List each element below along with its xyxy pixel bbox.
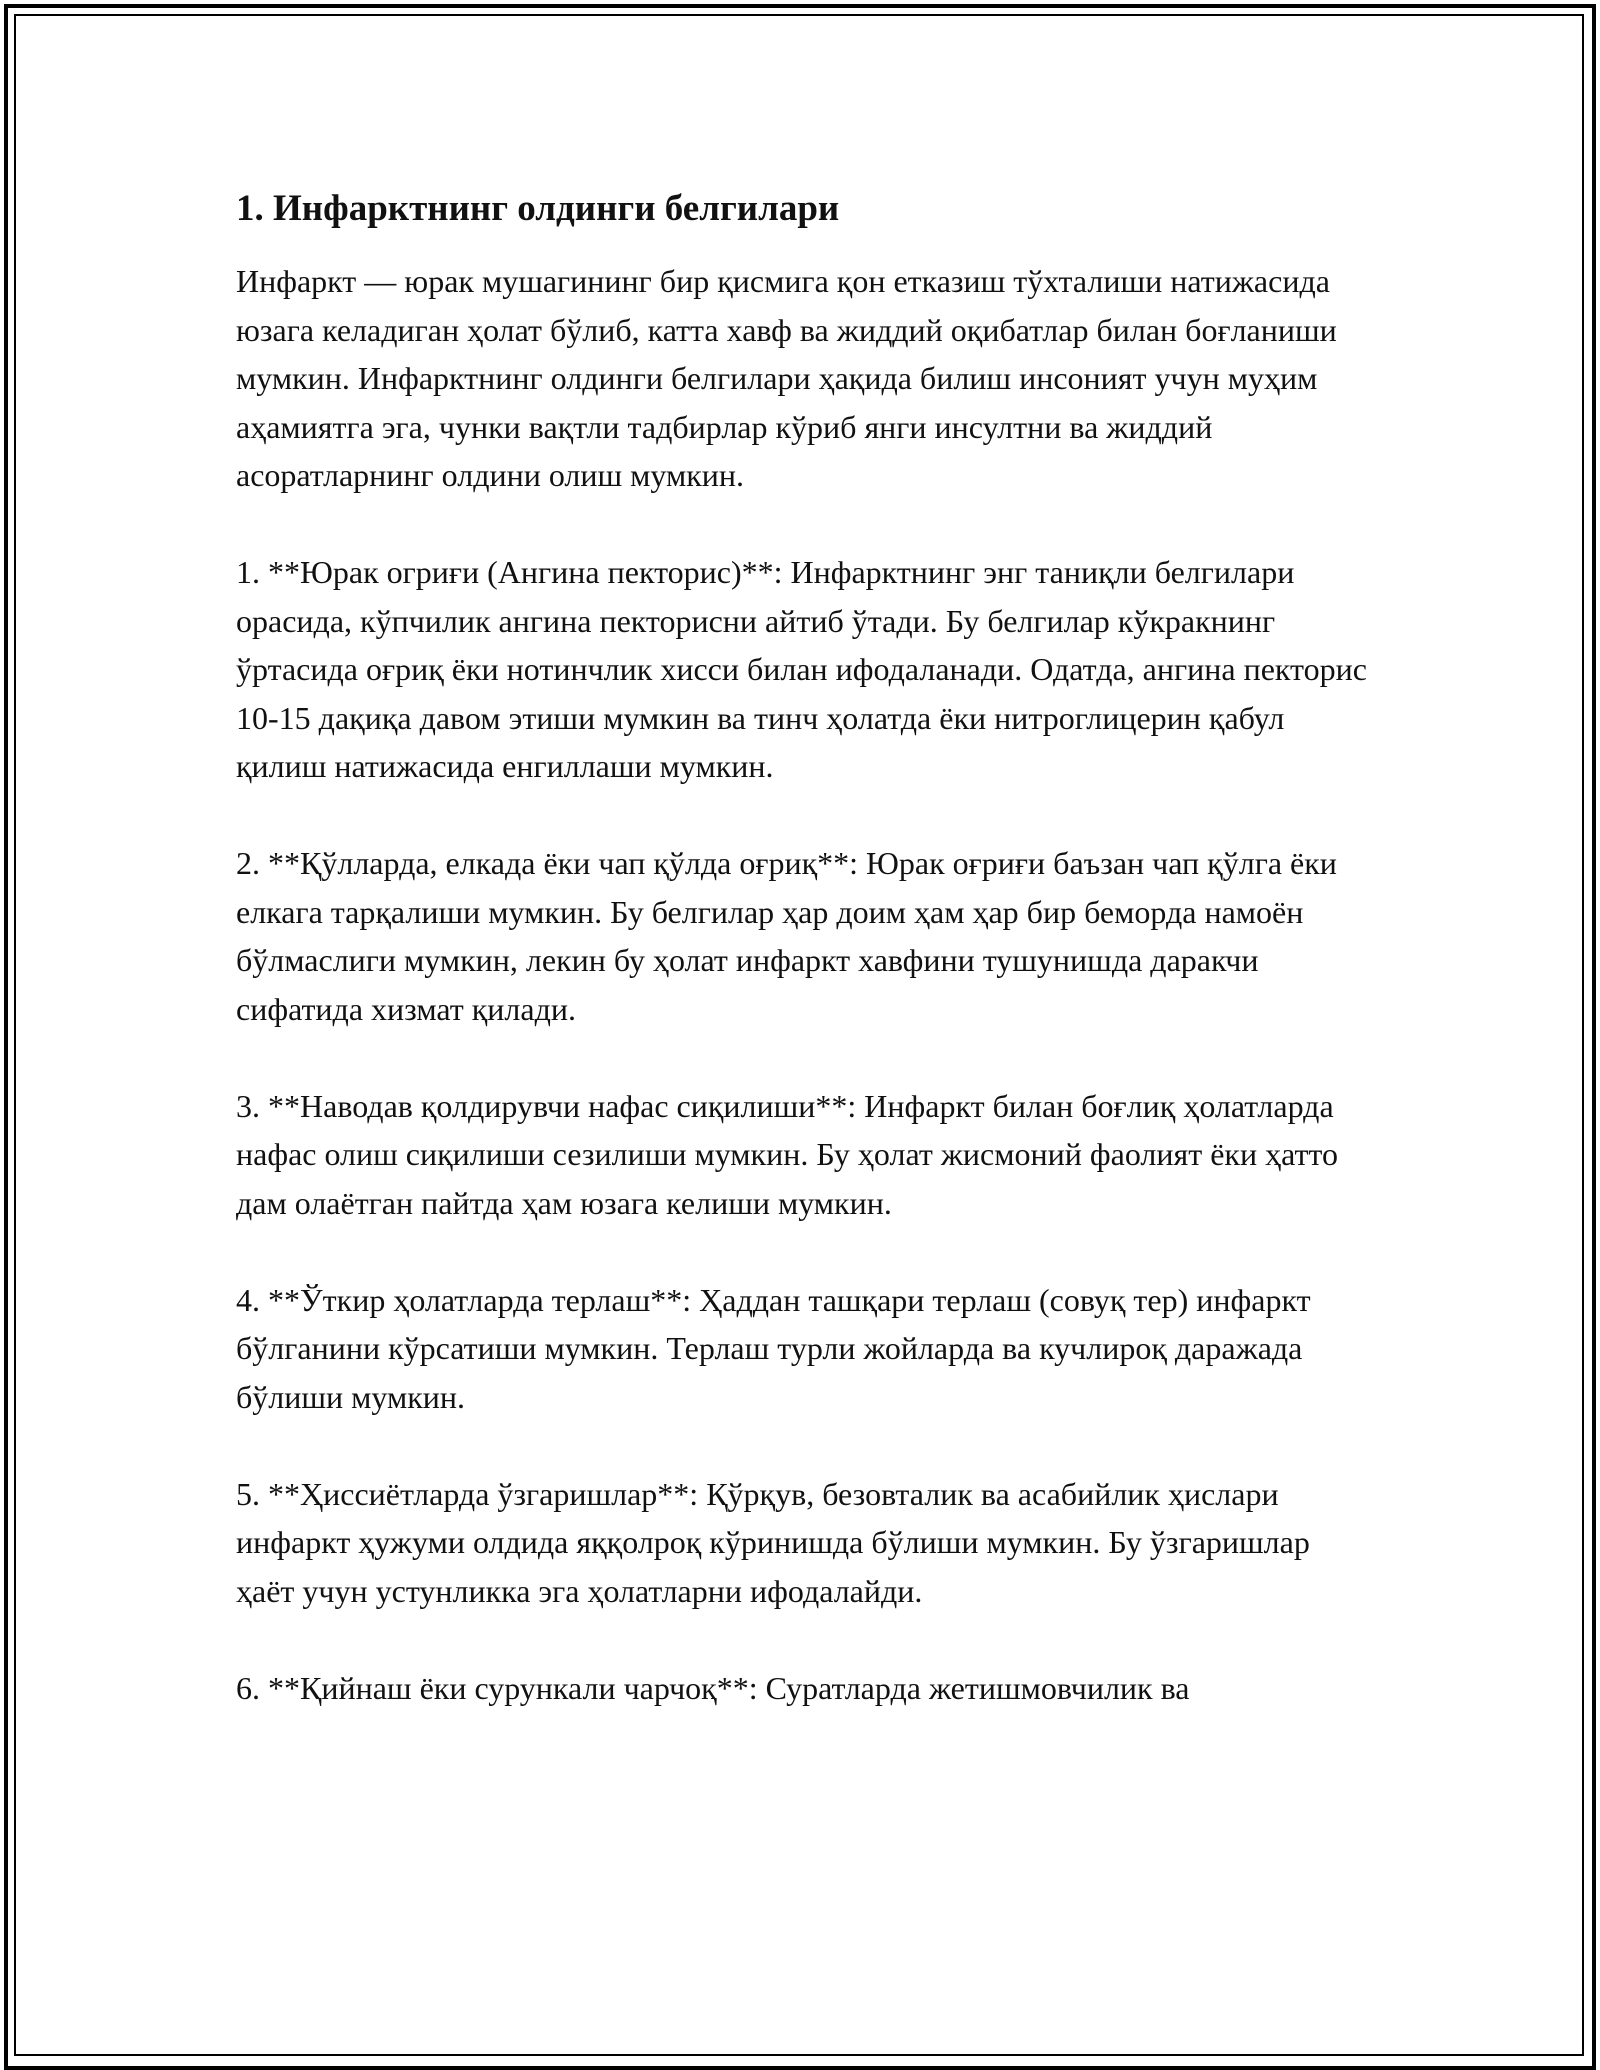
document-body xyxy=(236,185,1376,1761)
document-title: 1. Инфарктнинг олдинги белгилари xyxy=(236,188,840,229)
list-item-5: 5. **Ҳиссиётларда ўзгаришлар**: Қўрқув, безовталик ва асабийлик ҳислари инфаркт ҳужуми олдида яққолроқ кўринишда бўлиши мумкин. Бу ўзгаришлар ҳаёт учун устунликка эга ҳолатларни ифодалайди. xyxy=(236,1475,1310,1609)
list-item-1: 1. **Юрак огриғи (Ангина пекторис)**: Инфарктнинг энг таниқли белгилари орасида, кўпчилик ангина пекторисни айтиб ўтади. Бу белгилар кўкракнинг ўртасида оғриқ ёки нотинчлик хисси билан ифодаланади. Одатда, ангина пекторис 10-15 дақиқа давом этиши мумкин ва тинч ҳолатда ёки нитроглицерин қабул қилиш натижасида енгиллаши мумкин. xyxy=(236,554,1367,784)
intro-paragraph: Инфаркт — юрак мушагининг бир қисмига қон етказиш тўхталиши натижасида юзага келадиган ҳолат бўлиб, катта хавф ва жиддий оқибатлар билан боғланиши мумкин. Инфарктнинг олдинги белгилари ҳақида билиш инсоният учун муҳим аҳамиятга эга, чунки вақтли тадбирлар кўриб янги инсултни ва жиддий асоратларнинг олдини олиш мумкин. xyxy=(236,263,1337,493)
list-item-2: 2. **Қўлларда, елкада ёки чап қўлда оғриқ**: Юрак оғриғи баъзан чап қўлга ёки елкага тарқалиши мумкин. Бу белгилар ҳар доим ҳам ҳар бир беморда намоён бўлмаслиги мумкин, лекин бу ҳолат инфаркт хавфини тушунишда даракчи сифатида хизмат қилади. xyxy=(236,845,1337,1027)
list-item-3: 3. **Наводав қолдирувчи нафас сиқилиши**: Инфаркт билан боғлиқ ҳолатларда нафас олиш сиқилиши сезилиши мумкин. Бу ҳолат жисмоний фаолият ёки ҳатто дам олаётган пайтда ҳам юзага келиши мумкин. xyxy=(236,1087,1338,1221)
list-item-6: 6. **Қийнаш ёки сурункали чарчоқ**: Суратларда жетишмовчилик ва xyxy=(236,1669,1190,1706)
list-item-4: 4. **Ўткир ҳолатларда терлаш**: Ҳаддан ташқари терлаш (совуқ тер) инфаркт бўлганини кўрсатиши мумкин. Терлаш турли жойларда ва кучлироқ даражада бўлиши мумкин. xyxy=(236,1281,1311,1415)
